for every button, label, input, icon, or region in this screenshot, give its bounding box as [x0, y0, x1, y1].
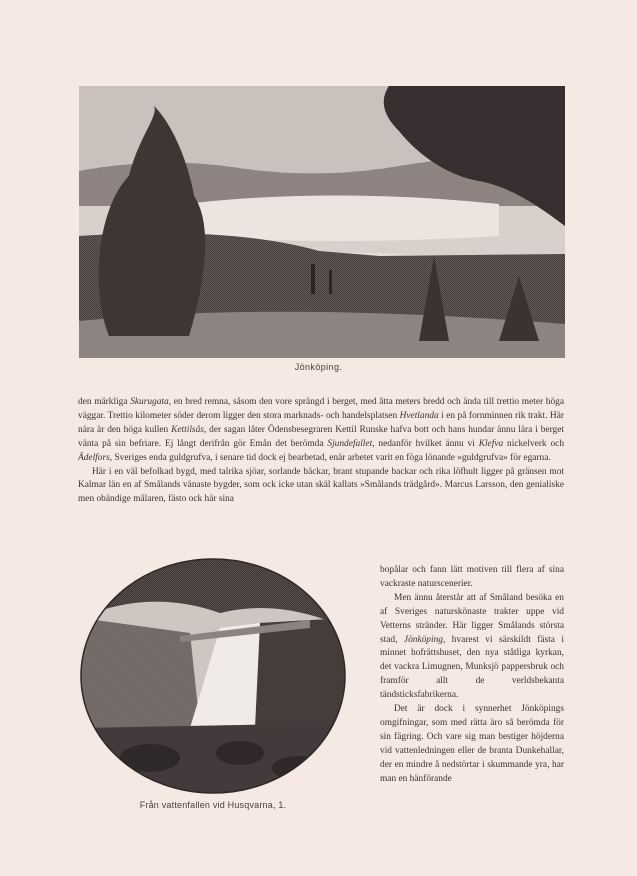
place-name: Sjundefallet	[327, 438, 373, 449]
text-span: den märkliga	[78, 397, 131, 407]
text-span: , der sagan låter Ödensbesegraren Kettil Runske hafva bott och hans hundar ännu lära i berget vänta på sin befriare. Ej långt derifrån gör Emån det berömda	[78, 424, 564, 449]
jonkoping-engraving	[79, 86, 565, 358]
paragraph-2: Här i en väl befolkad bygd, med talrika sjöar, sorlande bäckar, brant stupande backar och rika löfhult ligger på gränsen mot Kalmar län en af Smålands vänaste bygder, som ock icke utan skäl kallats »Smålands trädgård». Marcus Larsson, den genialiske men obändige målaren, fästo ock här sina	[78, 466, 564, 505]
article-text-full-width	[78, 396, 564, 507]
bottom-illustration-caption: Från vattenfallen vid Husqvarna, 1.	[139, 800, 287, 810]
paragraph-2-continued: bopålar och fann lätt motiven till flera af sina vackraste naturscenerier.	[380, 565, 564, 589]
place-name: Skurugata	[130, 397, 169, 407]
text-span: nickelverk och	[503, 438, 565, 449]
waterfall-illustration	[80, 558, 346, 794]
paragraph-1	[78, 396, 564, 466]
text-span: , nedanför hvilket ännu vi	[372, 438, 479, 449]
place-name: Jönköping	[403, 634, 443, 645]
paragraph-3	[380, 592, 564, 703]
place-name: Kettilsås	[171, 424, 204, 435]
top-illustration-caption: Jönköping.	[294, 362, 343, 372]
place-name: Hvetlanda	[399, 410, 439, 421]
text-span: Men ännu återstår att af Småland besöka en af Sveriges naturskönaste trakter uppe vid Vetterns stränder. Här ligger Smålands största stad,	[380, 592, 564, 645]
text-span: , en bred remna, såsom den vore sprängd i berget, med åtta meters bredd och ända till trettio meter höga väggar. Trettio kilometer söder derom ligger den stora marknads- och handelsplatsen	[78, 397, 565, 421]
waterfall-engraving	[80, 558, 346, 794]
text-span: , Sveriges enda guldgrufva, i senare tid dock ej bearbetad, enär arbetet varit en föga lönande »guldgrufva» för egarna.	[109, 452, 551, 463]
text-span: , hvarest vi särskildt fästa i minnet hofrättshuset, den nya ståtliga kyrkan, det vackra Limugnen, Munksjö pappersbruk och framför allt de verldsbekanta tändsticksfabrikerna.	[380, 634, 565, 701]
text-span: i en på fornminnen rik trakt. Här nära är den höga kullen	[78, 410, 564, 435]
place-name: Ädelfors	[78, 452, 110, 463]
paragraph-4: Det är dock i synnerhet Jönköpings omgifningar, som med rätta äro så berömda för sin fägring. Och vare sig man bestiger höjderna vid vattenledningen eller de branta Dunkehallar, der en mindre å nedstörtar i skummande yra, har man en hänförande	[380, 704, 564, 784]
article-text-column	[380, 564, 564, 787]
place-name: Klefva	[478, 438, 504, 449]
landscape-illustration	[79, 86, 565, 358]
